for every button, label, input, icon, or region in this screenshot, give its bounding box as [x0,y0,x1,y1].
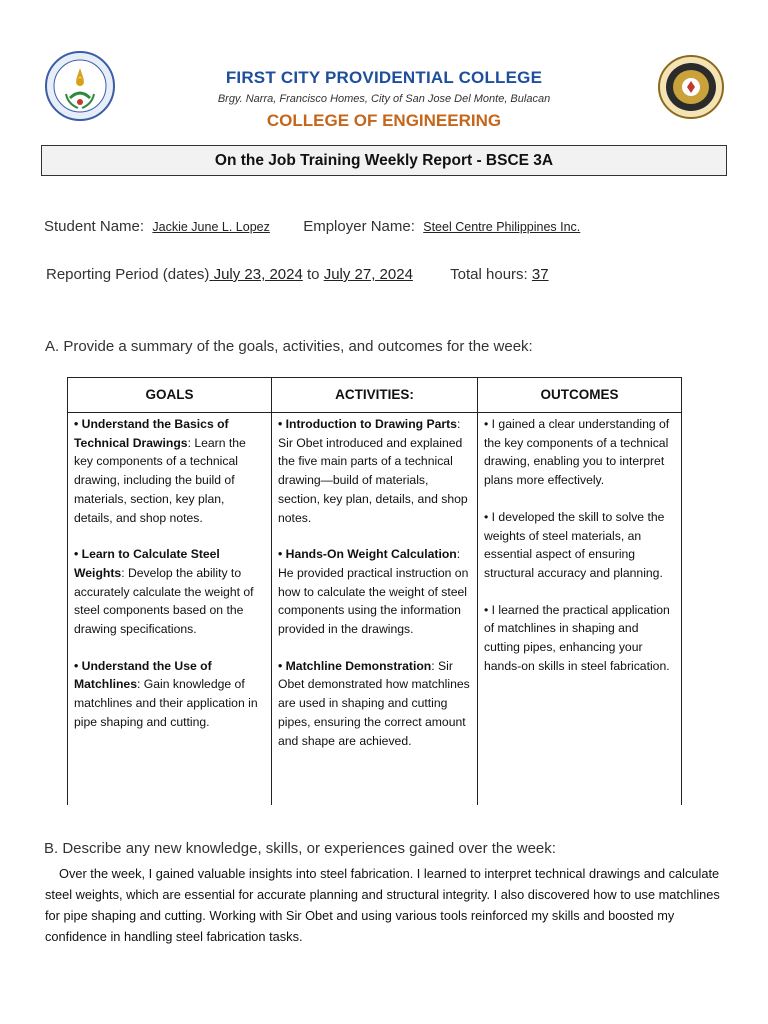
activities-header: ACTIVITIES: [272,378,478,413]
activity-item: • Hands-On Weight Calculation: He provided practical instruction on how to calculate the weight of steel components using the information provided in the drawings. [278,547,469,637]
outcome-item: • I learned the practical application of matchlines in shaping and cutting pipes, enhancing your hands-on skills in steel fabrication. [484,602,670,673]
total-hours-value: 37 [531,266,549,283]
outcomes-header: OUTCOMES [478,378,682,413]
section-b-heading: B. Describe any new knowledge, skills, or experiences gained over the week: [44,840,556,857]
goal-item: • Understand the Use of Matchlines: Gain knowledge of matchlines and their application in pipe shaping and cutting. [74,658,258,729]
outcomes-cell [478,413,682,806]
report-title [41,145,727,176]
table-row [68,413,682,806]
start-date: July 23, 2024 [213,266,303,283]
college-address: Brgy. Narra, Francisco Homes, City of San Jose Del Monte, Bulacan [217,93,551,105]
student-name-value: Jackie June L. Lopez [152,220,270,234]
section-a-heading: A. Provide a summary of the goals, activities, and outcomes for the week: [45,338,533,355]
goals-cell [68,413,272,806]
employer-name-label: Employer Name: [303,218,415,235]
section-b-paragraph: Over the week, I gained valuable insights into steel fabrication. I learned to interpret technical drawings and calculate steel weights, which are essential for accurate planning and structural integrity. I also discovered how to use matchlines for pipe shaping and cutting. Working with Sir Obet and using various tools reinforced my skills and boosted my confidence in handling steel fabrication tasks. [45,866,720,944]
table-header-row [68,378,682,413]
to-word: to [307,266,320,283]
goal-item: • Understand the Basics of Technical Drawings: Learn the key components of a technical drawing, including the build of materials, section, key plan, details, and shop notes. [74,417,246,525]
outcome-item: • I developed the skill to solve the weights of steel materials, an essential aspect of ensuring structural accuracy and planning. [484,509,665,580]
activities-cell [272,413,478,806]
college-name: FIRST CITY PROVIDENTIAL COLLEGE [225,68,543,87]
report-title-text: On the Job Training Weekly Report - BSCE 3A [214,151,554,169]
student-info-line [44,218,580,235]
goal-item: • Learn to Calculate Steel Weights: Develop the ability to accurately calculate the weight of steel components based on the drawing specifications. [74,547,254,637]
activity-item: • Introduction to Drawing Parts: Sir Obet introduced and explained the five main parts of a technical drawing—build of materials, section, key plan, details, and shop notes. [278,417,468,525]
employer-name-value: Steel Centre Philippines Inc. [423,220,581,234]
student-name-label: Student Name: [44,218,145,235]
total-hours-label: Total hours: [450,266,528,283]
activity-item: • Matchline Demonstration: Sir Obet demonstrated how matchlines are used in shaping and cutting pipes, ensuring the correct amount and shape are achieved. [278,658,470,748]
weekly-summary-table [67,377,682,805]
reporting-period-line [46,266,549,283]
end-date: July 27, 2024 [323,266,413,283]
department-name: COLLEGE OF ENGINEERING [266,111,502,130]
reporting-period-label: Reporting Period (dates) [46,266,210,283]
goals-header: GOALS [68,378,272,413]
outcome-item: • I gained a clear understanding of the key components of a technical drawing, enabling you to interpret plans more effectively. [484,417,670,488]
